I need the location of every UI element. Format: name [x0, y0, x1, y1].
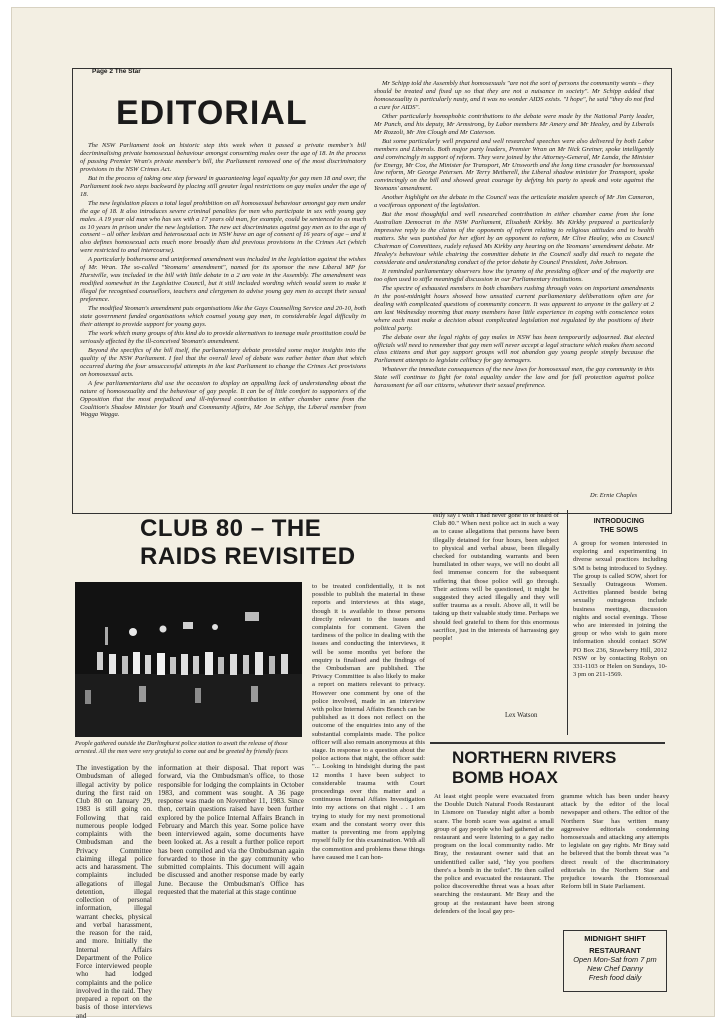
paragraph: The debate over the legal rights of gay males in NSW has been temporarily adjourned. But elected officials will need to remember that gay men will never accept a legal structure which makes them second class citizens and that gay support groups will not abandon gay young people simply because the Parliament attempts to legislate celibacy for gay teenagers.	[374, 333, 654, 365]
editorial-title: EDITORIAL	[116, 94, 308, 132]
hoax-column-a: At least eight people were evacuated from the Double Dutch Natural Foods Restaurant in Lismore on Tuesday night after a bomb scare. The bomb scare was against a small group of gay people who had gathered at the restaurant and were listening to a gay radio program on the local community radio. Mr Bray, the restaurant owner said that an unidentified caller said, "hiy you poofters there's a bomb in the toilet". He then called the police and evacuated the restaurant. The police discoveredthe threat was a hoax after searching the restaurant. Mr Bray and the group at the restaurant have been strong defenders of the local gay pro-	[434, 793, 554, 915]
paragraph: It reminded parliamentary observers how the tyranny of the presiding officer and of the majority are too often used to stifle meaningful discussion in our Parliamentary institutions.	[374, 267, 654, 283]
club80-headline-line2: RAIDS REVISITED	[140, 543, 356, 570]
paragraph: The work which many groups of this kind do to provide alternatives to teenage male prostitution could be seriously affected by the ill-conceived Yeoman's amendment.	[80, 329, 366, 345]
page-header: Page 2 The Star	[92, 68, 141, 75]
sows-title	[572, 517, 666, 534]
paragraph: Another highlight on the debate in the Council was the articulate maiden speech of Mr Jim Cameron, a vociferous opponent of the legislation.	[374, 194, 654, 210]
hoax-headline-line2: BOMB HOAX	[452, 768, 558, 787]
paragraph: The NSW Parliament took an historic step this week when it passed a private member's bill decriminalising private homosexual behaviour amongst consenting males over the age of 18. In the process of passing Premier Wran's private member's bill, the Parliament removed one of the most discriminatory provisions in the NSW Crimes Act.	[80, 142, 366, 173]
hoax-top-rule	[430, 742, 665, 744]
editorial-column-1	[80, 142, 366, 442]
editorial-byline: Dr. Ernie Chaples	[590, 492, 638, 499]
paragraph: But some particularly well prepared and well researched speeches were also delivered by both Labor members and Liberals. Both major party leaders, Premier Wran an Mr Nick Greiner, spoke intelligently and convincingly in support of reform. They were joined by the Attorney-General, Mr Landa, the Minister for Energy, Mr Cox, the Minister for Transport, Mr Unsworth and the long time crusader for homosexual law reform, Mr George Petersen. Mr Terry Metherell, the Liberal shadow minister for Transport, spoke convincingly on the bill and showed great courage by defying his party to speak and vote against the Yeomans' amendment.	[374, 137, 654, 193]
photo-caption: People gathered outside the Darlinghurst police station to await the release of those arrested. All the men were very grateful to come out and be greeted by friendly faces	[75, 740, 288, 755]
paragraph: But the most thoughtful and well researched contribution in either chamber came from the lone Australian Democrat in the NSW Parliament, Elisabeth Kirkby. Ms Kirkby prepared a particularly impressive reply to the claims of the opponents of reform relating to religious attitudes and to health matters. She was punished for her effort by an opponent to reform, Mr Clive Healey, who as Council Chairman of Committees, rudely refused Ms Kirkby any hearing on the Yeomans' amendment debate. Mr Healey's behaviour while chairing the committee debate in the Council sadly did much to negate the considerate and understanding conduct of the prior debate by Council President, John Johnson.	[374, 211, 654, 266]
paragraph: But in the process of taking one step forward in guaranteeing legal equality for gay men 18 and over, the Parliament took two steps backward by placing still greater legal restrictions on gay males under the age of 18.	[80, 174, 366, 198]
paragraph: The spectre of exhausted members in both chambers rushing through votes on important amendments in the post-midnight hours showed how unsuited current parliamentary deliberations often are for dealing with complicated questions of community concern. It was apparent to anyone in the gallery at 2 am last Wednesday morning that many members have little experience in coping with conscience votes where each must make a decision about complicated legislation not regulated by the positions of their political party.	[374, 284, 654, 332]
ad-chef: New Chef Danny	[587, 964, 643, 973]
paragraph: A few parliamentarians did use the occasion to display an appalling lack of understanding about the nature of homosexuality and the behaviour of gay people. It can be of little comfort to supporters of the Opposition that the most prejudiced and ill-informed contribution in either chamber came from the Coalition's Shadow Minister for Youth and Community Affairs, Mr Joe Schipp, the Liberal member from Wagga Wagga.	[80, 379, 366, 419]
paragraph: The new legislation places a total legal prohibition on all homosexual behaviour amongst gay men under the age of 18. It also introduces severe criminal penalties for men who participate in sex with young gay males. A 19 year old man who has sex with a 17 years old man, for example, could be sentenced to as much as 10 years in prison under the new legislation. The new act discriminates against gay men as to the age of consent – all other lesbian and heterosexual acts in NSW have an age of consent of 16 years of age – and it also defines homosexual acts much more broadly than did previous provisions in the Crimes Act (which were restricted to anal intercourse).	[80, 199, 366, 255]
midnight-shift-ad	[563, 930, 667, 992]
club80-photo	[75, 582, 302, 737]
paragraph: Other particularly homophobic contributions to the debate were made by the National Party leader, Mr Punch, and his deputy, Mr Armstrong, by Labor members Mr Amery and Mr Healey, and by Liberals Mr Rozzoli, Mr Jim Clough and Mr Caterson.	[374, 112, 654, 136]
sows-title-line2: THE SOWS	[599, 524, 639, 534]
crowd-photo-image	[75, 582, 302, 737]
paragraph: A particularly bothersome and uninformed amendment was included in the legislation against the wishes of Mr. Wran. The so-called "Yeomans' amendment", named for its sponsor the new Liberal MP for Hurstville, was included in the bill with little debate in a 2 am vote in the Assembly. The amendment was modified somewhat in the Legislative Council, but it still included wording which would seem to make it illegal for recognised counsellors, teachers and clergymen to advise young gay men to accept their sexual preference.	[80, 256, 366, 304]
ad-title-line1: MIDNIGHT SHIFT	[584, 934, 646, 943]
ad-fresh-food: Fresh food daily	[588, 973, 642, 982]
hoax-headline	[452, 748, 616, 788]
hoax-headline-line1: NORTHERN RIVERS	[452, 748, 617, 767]
editorial-column-2	[374, 80, 654, 491]
club80-headline-line1: CLUB 80 – THE	[140, 515, 322, 542]
sows-body: A group for women interested in exploring and experimenting in diverse sexual practices including S/M is being introduced to Sydney. The group is called SOW, short for Sexually Outrageous Women. Activities planned beside being sexually outrageous include business meetings, discussion nights and social evenings. Those who are interested in joining the group or who wish to gain more information should contact SOW PO Box 236, Strawberry Hill, 2012 NSW or by contacting Robyn on 331-1103 or Helen on Sundays, 10-3 pm on 211-1569.	[573, 540, 667, 679]
ad-hours: Open Mon-Sat from 7 pm	[573, 955, 657, 964]
club80-column-a: The investigation by the Ombudsman of alleged illegal activity by police during the first raid on Club 80 on January 29, 1983 is still going on. Following that raid numerous people lodged complaints with the Ombudsman and the Privacy Committee claiming illegal police acts and harassment. The complaints included allegations of illegal detention, illegal collection of personal information, illegal warrant checks, physical and verbal harassment, the reason for the raid, and more. Initially the Internal Affairs Department of the Police Force interviewed people who had lodged complaints and the police involved in the raid. They prepared a report on the basis of those interviews and	[76, 764, 152, 1020]
paragraph: Mr Schipp told the Assembly that homosexuals "are not the sort of persons the community wants – they should be treated and fixed up so that they are not a nuisance in society". Mr Schipp added that homosexuality is particularly nasty, and it was no wonder AIDS exists. "I hope", he said "they do not find a cure for AIDS".	[374, 80, 654, 111]
club80-column-c: to be treated confidentially, it is not possible to publish the material in these reports and interviews at this stage, though it is available to those persons directly relevant to the issues and complaints for comment. Given the tardiness of the police in dealing with the issues and conducting the interviews, it will be some months yet before the enquiry is finalised and the findings of the Ombudsman are published. The Privacy Committee is also likely to make a report on matters relevant to privacy. However one comment by one of the police involved, made in an interview with police Internal Affairs Branch can be published as it does not reflect on the outcome of the enquiries into any of the substantial complaints made. The police officer will also remain anonymous at this stage. In response to a question about the police actions that night, the officer said: "... Looking in hindsight during the past 12 months I have been subject to considerable trauma with Court proceedings over this matter and a continuous Internal Affairs Investigation into my actions on that night . . I am trying to study for my next promotional exam and the constant worry over this matter is preventing me from applying myself fully for this examination. With all the commotion and problems these things have caused me I can hon-	[312, 583, 425, 861]
club80-signature: Lex Watson	[505, 712, 538, 719]
sows-title-line1: INTRODUCING	[593, 516, 645, 525]
club80-column-b: information at their disposal. That report was forward, via the Ombudsman's office, to those responsible for lodging the complaints in October 1983, and comment was sought. A 36 page response was made on November 11, 1983. Since then, certain questions raised have been further explored by the police Internal Affairs Branch in February and March this year. Some police have been interviewed again, some documents have been looked at. As a result a further police report has been compiled and via the Ombudsman again forwarded to those in the gay community who submitted complaints. This document will again be discussed and another response made by early June. Because the Ombudsman's Office has requested that the material at this stage continue	[158, 764, 304, 896]
ad-title-line2: RESTAURANT	[589, 946, 641, 955]
paragraph: The modified Yeoman's amendment puts organisations like the Gays Counselling Service and 20-10, both state government funded organisations which counsel young gay men, in considerable legal difficulty in their attempt to provide support for young gays.	[80, 305, 366, 328]
club80-column-d: estly say I wish I had never gone to or heard of Club 80." When next police act in such a way as to cause allegations that persons have been illegally detained for four hours, been subject to physical and verbal abuse, been illegally checked for outstanding warrants and been humiliated in other ways, we will no doubt all feel immense concern for the subsequent suffering that those police will go through. Their actions will be questioned, it might be suggested they acted illegally and they will suffer trauma as a result. Above all, it will be taking up their valuable study time. Perhaps we should feel grateful to them for this enormous sacrifice, just in the interests of harrassing gay people!	[433, 512, 559, 643]
column-divider	[567, 510, 568, 735]
paragraph: Whatever the immediate consequences of the new laws for homosexual men, the gay community in this State will continue to fight for total equality under the law and for full protection against police harassment for all our citizens, whatever their sexual preference.	[374, 366, 654, 390]
paragraph: Beyond the specifics of the bill itself, the parliamentary debate provided some major insights into the quality of the NSW Parliament. I feel that the overall level of debate was rather better than that which occurred during the four unsuccessful attempts in the last Parliament to change the Crimes Act provisions on homosexual acts.	[80, 346, 366, 378]
club80-headline	[140, 515, 356, 571]
hoax-column-b: gramme which has been under heavy attack by the editor of the local newspaper and others. The editor of the Northern Star has written many aggressive editorials condemning homosexuals and attacking any attempts to legislate on gay rights. Mr Bray said he believed that the bomb threat was "a direct result of the discriminatory editorials in the Northern Star and prejudice towards the Homosexual Reform bill in State Parliament.	[561, 793, 669, 891]
